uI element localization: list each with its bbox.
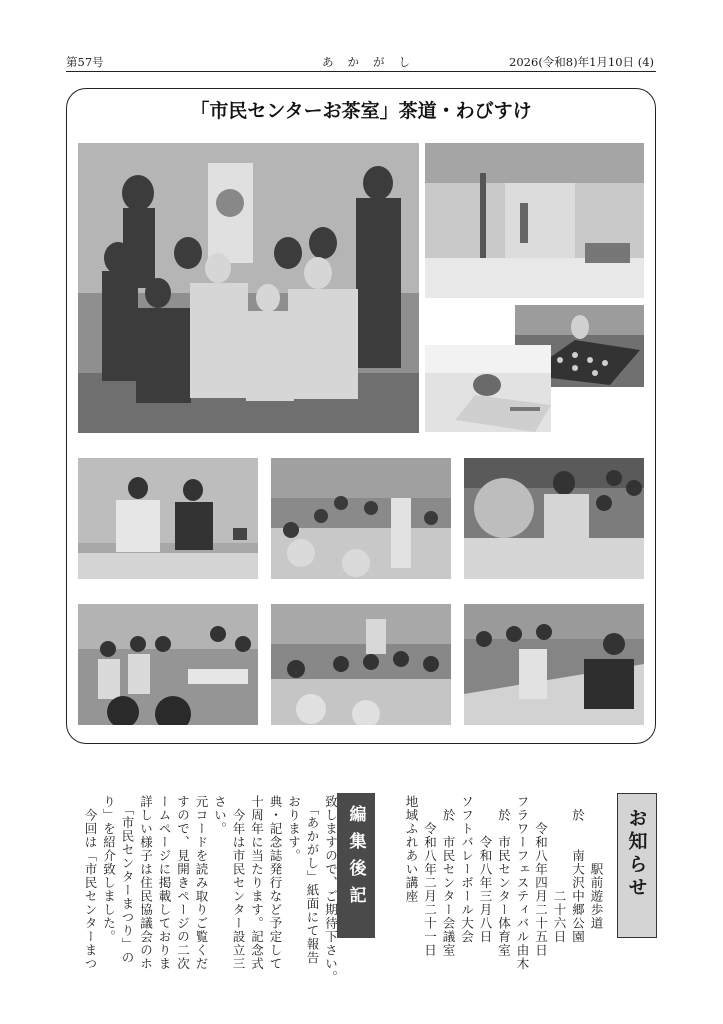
feature-title: 「市民センターお茶室」茶道・わびすけ — [190, 100, 532, 122]
editor-line-4: 詳しい様子は住民協議会のホ — [138, 795, 154, 971]
editor-line-14: 致しますので、ご期待下さい。 — [323, 795, 339, 984]
editor-line-6: すので、見開きページの二次 — [175, 795, 191, 971]
editor-line-9: 今年は市民センター設立三 — [231, 795, 246, 971]
notice-heading: お知らせ — [625, 808, 648, 900]
editor-line-10: 十周年に当たります。記念式 — [249, 795, 265, 971]
notice-line-3: 於 市民センター会議室 — [441, 795, 456, 957]
ceremony-photo-5 — [271, 604, 451, 725]
ceremony-photo-6 — [464, 604, 644, 725]
paper-name: あかがし — [322, 55, 424, 69]
editor-line-2: り」を紹介致しました。 — [101, 795, 117, 944]
notice-line-1: 地域ふれあい講座 — [404, 795, 419, 903]
notice-line-4: ソフトバレーボール大会 — [459, 795, 475, 944]
issue-date: 2026(令和8)年1月10日 (4) — [509, 55, 654, 69]
editor-line-5: ームページに掲載しておりま — [157, 795, 172, 971]
notice-line-9: 二十六日 — [552, 795, 567, 944]
notice-line-6: 於 市民センター体育室 — [496, 795, 512, 957]
editor-line-7: 元コードを読み取りご覧くだ — [194, 795, 209, 971]
tearoom-photo — [425, 143, 644, 298]
ceremony-photo-3 — [464, 458, 644, 579]
notice-line-5: 令和八年三月八日 — [478, 795, 493, 944]
ceremony-photo-4 — [78, 604, 258, 725]
editor-line-11: 典・記念誌発行など予定して — [268, 795, 283, 971]
tea-bowl-photo — [425, 345, 551, 432]
header-rule — [66, 71, 656, 72]
notice-line-2: 令和八年二月二十一日 — [422, 795, 438, 957]
editor-line-3: 「市民センターまつり」の — [120, 795, 135, 965]
editor-note-text — [62, 795, 377, 995]
notice-line-7: フラワーフェスティバル由木 — [515, 795, 530, 971]
editor-line-1: 今回は「市民センターまつ — [83, 795, 98, 971]
notice-line-11: 駅前遊歩道 — [589, 795, 604, 930]
page-header — [66, 54, 654, 70]
notice-line-10: 於 南大沢中郷公園 — [570, 795, 586, 944]
notice-text — [383, 795, 642, 995]
ceremony-photo-2 — [271, 458, 451, 579]
editor-line-8: さい。 — [212, 795, 228, 836]
editor-line-12: おります。 — [286, 795, 302, 863]
notice-line-8: 令和八年四月二十五日 — [533, 795, 549, 957]
issue-number: 第57号 — [66, 55, 104, 69]
editor-line-13: 「あかがし」紙面にて報告 — [305, 795, 320, 965]
ceremony-photo-1 — [78, 458, 258, 579]
editor-note-heading: 編集後記 — [345, 805, 366, 913]
group-photo — [78, 143, 419, 433]
